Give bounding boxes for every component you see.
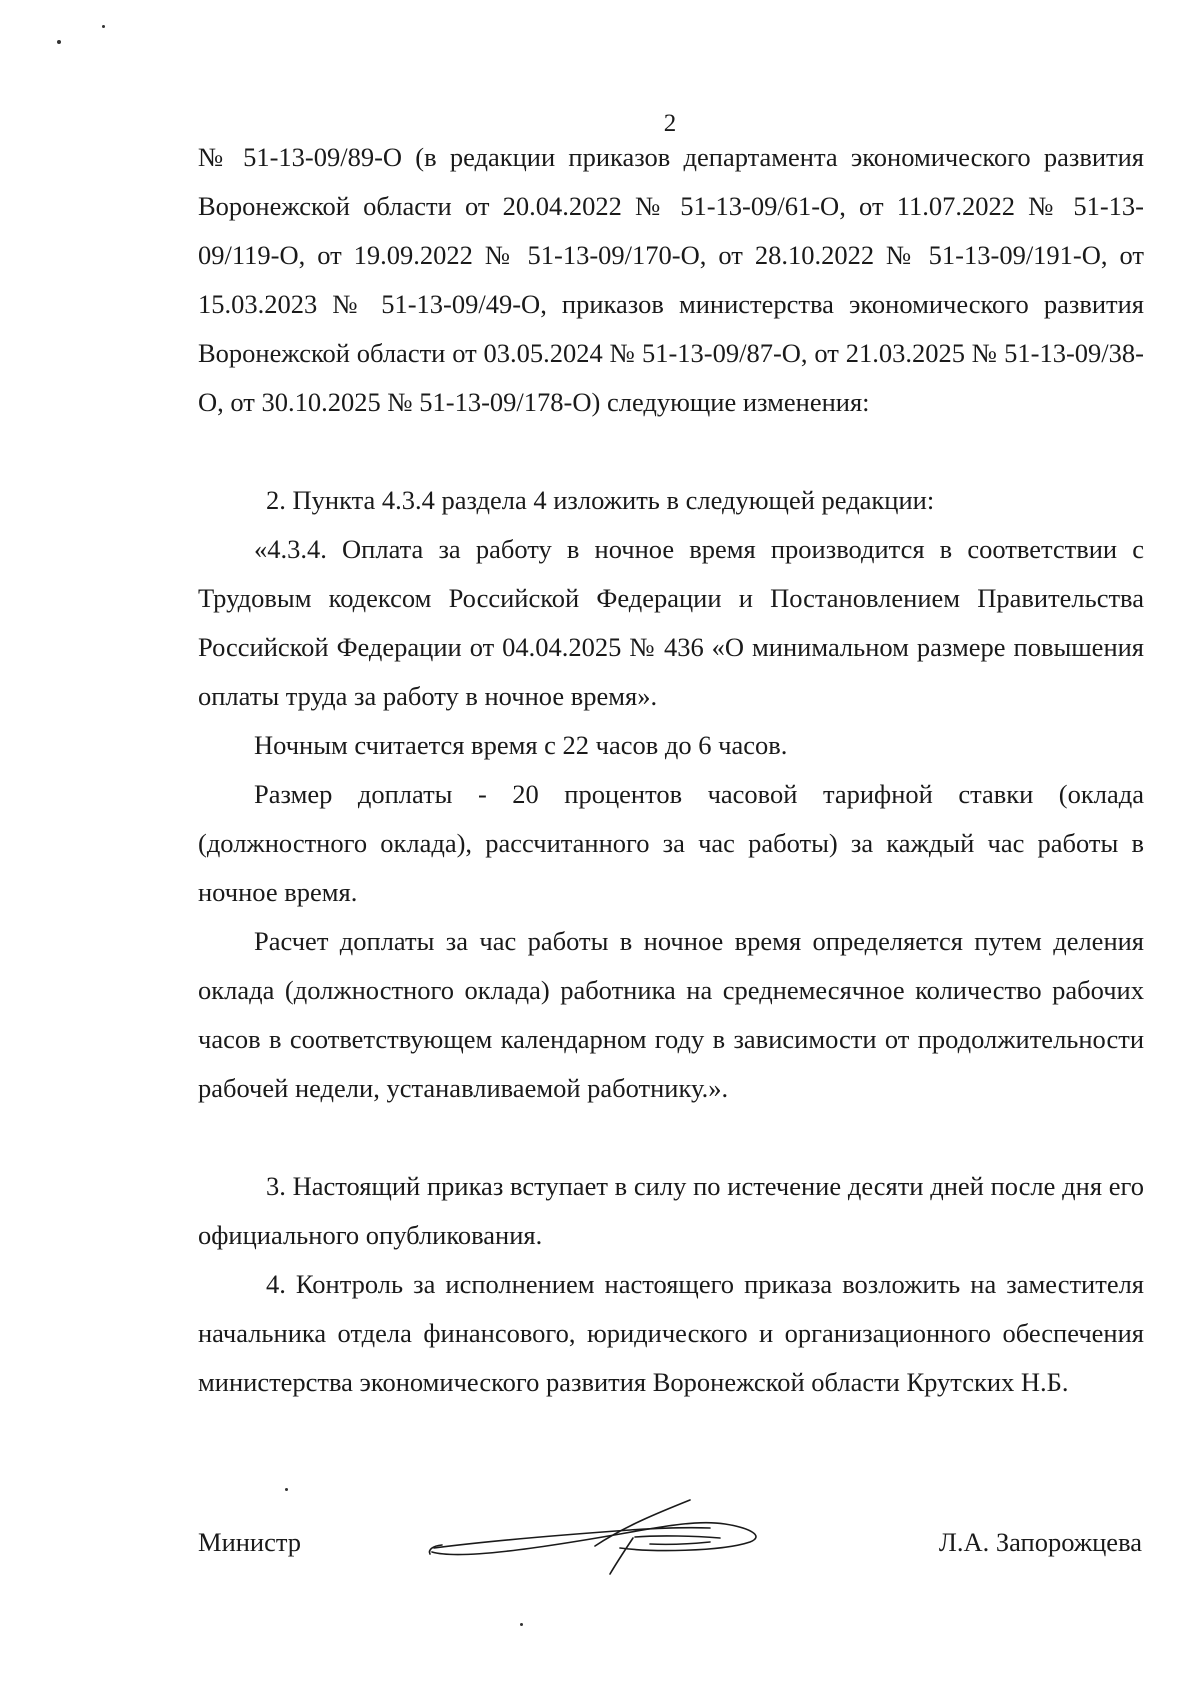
paragraph-item-3	[198, 1162, 1144, 1260]
paragraph-night-time	[198, 721, 1144, 770]
signer-position: Министр	[198, 1527, 302, 1557]
paragraph-4-3-4	[198, 525, 1144, 721]
scan-speck	[520, 1623, 523, 1626]
paragraph-text: Ночным считается время с 22 часов до 6 часов.	[254, 730, 788, 760]
scan-speck	[285, 1488, 288, 1491]
paragraph-text: 2. Пункта 4.3.4 раздела 4 изложить в следующей редакции:	[266, 485, 935, 515]
paragraph-text: «4.3.4. Оплата за работу в ночное время производится в соответствии с Трудовым кодексом Российской Федерации и Постановлением Правительства Российской Федерации от 04.04.2025 № 436 «О минимальном размере повышения оплаты труда за работу в ночное время».	[198, 534, 1144, 711]
page-number: 2	[663, 110, 677, 137]
paragraph-text: 3. Настоящий приказ вступает в силу по истечение десяти дней после дня его официального опубликования.	[198, 1171, 1144, 1250]
handwritten-signature	[420, 1490, 800, 1580]
paragraph-item-4	[198, 1260, 1144, 1407]
paragraph-text: Расчет доплаты за час работы в ночное время определяется путем деления оклада (должностного оклада) работника на среднемесячное количество рабочих часов в соответствующем календарном году в зависимости от продолжительности рабочей недели, устанавливаемой работнику.».	[198, 926, 1144, 1103]
paragraph-text: 4. Контроль за исполнением настоящего приказа возложить на заместителя начальника отдела финансового, юридического и организационного обеспечения министерства экономического развития Воронежской области Крутских Н.Б.	[198, 1269, 1144, 1397]
paragraph-text: № 51-13-09/89-О (в редакции приказов департамента экономического развития Воронежской области от 20.04.2022 № 51-13-09/61-О, от 11.07.2022 № 51-13-09/119-О, от 19.09.2022 № 51-13-09/170-О, от 28.10.2022 № 51-13-09/191-О, от 15.03.2023 № 51-13-09/49-О, приказов министерства экономического развития Воронежской области от 03.05.2024 № 51-13-09/87-О, от 21.03.2025 № 51-13-09/38-О, от 30.10.2025 № 51-13-09/178-О) следующие изменения:	[198, 142, 1144, 417]
paragraph-surcharge-size	[198, 770, 1144, 917]
scan-speck	[102, 25, 105, 28]
signer-name: Л.А. Запорожцева	[938, 1527, 1142, 1557]
paragraph-text: Размер доплаты - 20 процентов часовой тарифной ставки (оклада (должностного оклада), рассчитанного за час работы) за каждый час работы в ночное время.	[198, 779, 1144, 907]
paragraph-item-2	[198, 476, 1144, 525]
scan-speck	[57, 40, 61, 44]
paragraph-surcharge-calculation	[198, 917, 1144, 1113]
amendment-intro-paragraph	[198, 133, 1144, 427]
